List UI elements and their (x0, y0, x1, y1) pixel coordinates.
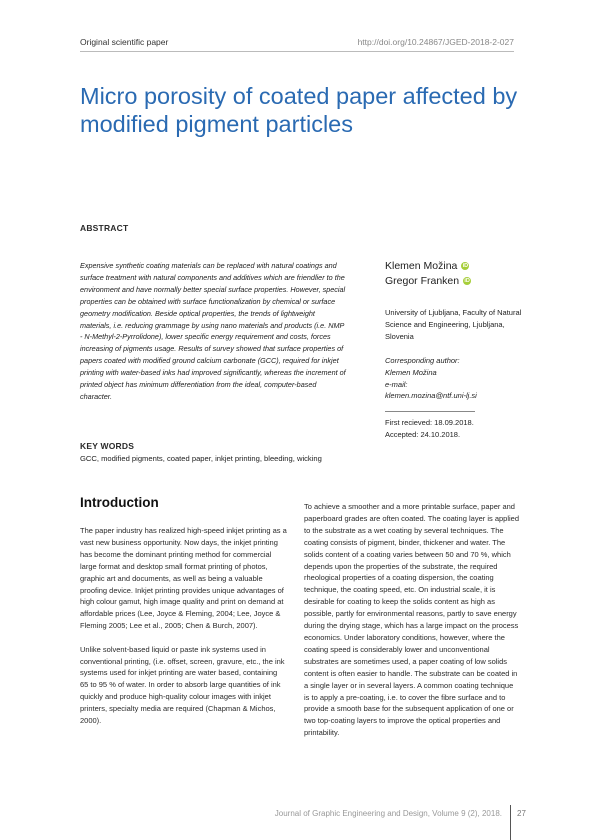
corresponding-name: Klemen Možina (385, 367, 437, 377)
email-link[interactable]: klemen.mozina@ntf.uni-lj.si (385, 391, 477, 401)
page-number: 27 (517, 809, 526, 818)
dates-divider (385, 411, 475, 412)
keywords-text: GCC, modified pigments, coated paper, inkjet printing, bleeding, wicking (80, 454, 322, 463)
abstract-heading: ABSTRACT (80, 223, 129, 233)
author-name: Klemen Možina (385, 260, 458, 272)
author-name: Gregor Franken (385, 274, 460, 287)
author-item (385, 259, 471, 274)
dates-block (385, 417, 474, 441)
footer-divider (510, 805, 511, 840)
intro-paragraph: Unlike solvent-based liquid or paste ink systems used in conventional printing, (i.e. offset, screen, gravure, etc., the ink systems used for inkjet printing are water based, containing 65 to 95 % of water. In order to absorb large quantities of ink quickly and produce high-quality colour images with inkjet printers, specialty media are required (Chapman & Michos, 2000). (80, 644, 285, 726)
affiliation: University of Ljubljana, Faculty of Natural Science and Engineering, Ljubljana, Slovenia (385, 308, 522, 341)
author-list (385, 259, 471, 288)
author-item (385, 274, 471, 289)
doi-link[interactable]: http://doi.org/10.24867/JGED-2018-2-027 (357, 37, 514, 47)
article-type: Original scientific paper (80, 37, 169, 47)
orcid-icon[interactable]: iD (462, 263, 469, 270)
journal-footer: Journal of Graphic Engineering and Design, Volume 9 (2), 2018. (274, 809, 502, 818)
corresponding-author (385, 355, 535, 402)
email-label: e-mail: (385, 379, 408, 389)
keywords-heading: KEY WORDS (80, 441, 135, 451)
orcid-icon[interactable]: iD (464, 277, 470, 284)
intro-left-column (80, 525, 287, 739)
corresponding-label: Corresponding author: (385, 356, 460, 365)
abstract-text: Expensive synthetic coating materials can be replaced with natural coatings and surface treatment with natural components and additives which are friendlier to the environment and have normally better special surface properties. However, special properties can be obtained with surface functionalization by chemical or surface geometry modification. Beside optical properties, the trends of lightweight materials, i.e. reducing grammage by using nano materials and products (i.e. NMP - N-Methyl-2-Pyrrolidone), lower specific energy requirement and costs, forces increasing of pigments usage. Results of survey showed that surface properties of papers coated with modified ground calcium carbonate (GCC), required for inkjet printing with water-based inks had improved significantly, whereas the increment of printed object has minimum differentiation from the ideal, computer-based character. (80, 261, 346, 401)
accepted-date: Accepted: 24.10.2018. (385, 430, 461, 440)
paper-title: Micro porosity of coated paper affected by modified pigment particles (80, 83, 518, 137)
intro-paragraph: To achieve a smoother and a more printable surface, paper and paperboard grades are often coated. The coating layer is applied to the substrate as a wet coating by several techniques. The coating consists of pigment, binder, thickener and water. The solids content of a coating varies between 50 and 70 %, which depends upon the properties of the substrate, the required rheological properties of a coating dispersion, the coating technique, the coating speed, etc. On industrial scale, it is desirable for coating to keep the solids content as high as possible, partly for environmental reasons, partly to save energy during the drying stage, which has a large impact on the process economics. Under laboratory conditions, however, where the coating speed is considerably lower and unconventional substrates are sometimes used, a paper coating of low solids content is often easier to handle. The substrate can be coated in a single layer or in several layers. A common coating technique is to apply a pre-coating, i.e. to cover the fibre surface and to provide a smooth base for the subsequent application of one or two top-coating layers to improve the optical properties and printability. (304, 502, 520, 738)
header-divider (80, 51, 514, 52)
intro-right-column (304, 501, 519, 751)
received-date: First recieved: 18.09.2018. (385, 418, 474, 427)
introduction-heading: Introduction (80, 495, 159, 510)
intro-paragraph: The paper industry has realized high-speed inkjet printing as a vast new business opportunity. Now days, the inkjet printing has become the dominant printing method for commercial large format and desktop small format printing of photos, graphic art and documents, as well as being a valuable proofing device. Inkjet printing provides unique advantages of high colour gamut, high image quality and print on demand at affordable prices (Lee, Joyce & Fleming, 2004; Lee, Joyce & Fleming 2005; Lee et al., 2005; Chen & Burch, 2007). (80, 526, 287, 631)
